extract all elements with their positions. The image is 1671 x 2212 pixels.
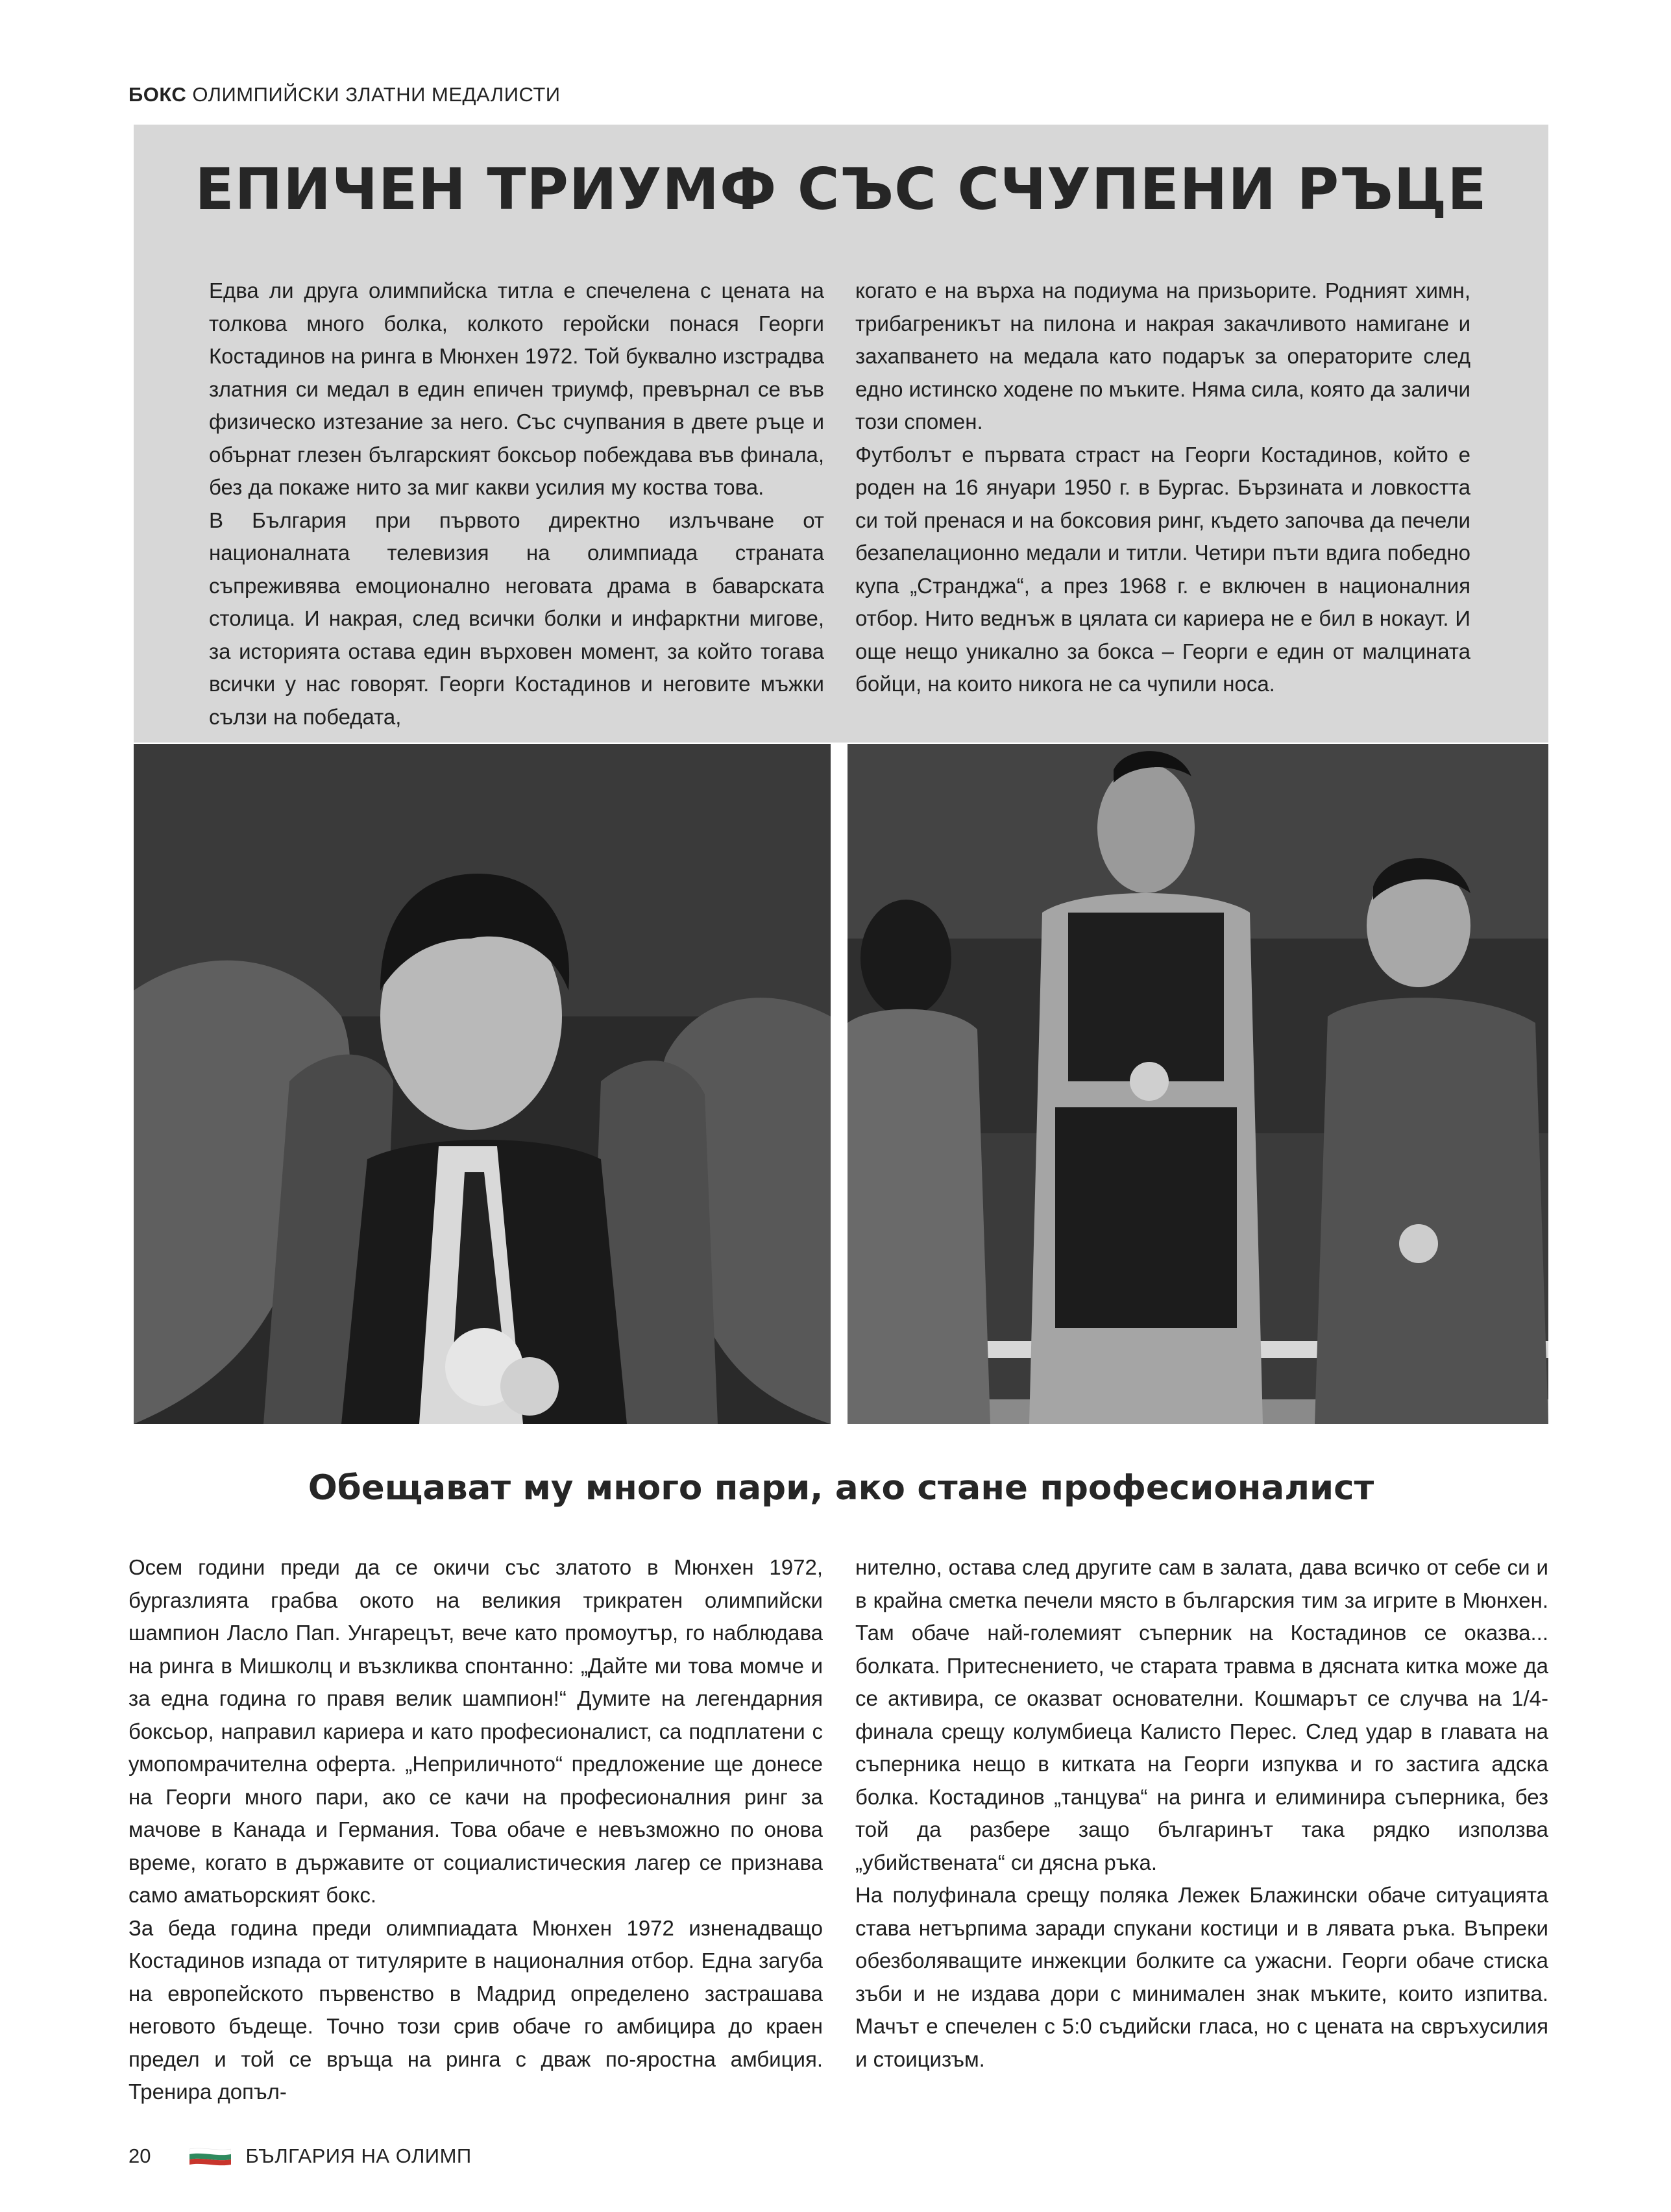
article-title: ЕПИЧЕН ТРИУМФ СЪС СЧУПЕНИ РЪЦЕ (195, 156, 1487, 223)
section-label: БОКС (128, 83, 187, 106)
intro-column-right (855, 275, 1470, 701)
photo-boxer-with-wreath (134, 744, 831, 1424)
paragraph: Осем години преди да се окичи със златото в Мюнхен 1972, бургазлията грабва окото на великия трикратен олимпийски шампион Ласло Пап. Унгарецът, вече като промоутър, го наблюдава на ринга в Мишколц и възкликва спонтанно: „Дайте ми това момче и за една година го правя велик шампион!“ Думите на легендарния боксьор, направил кариера и като професионалист, са подплатени с умопомрачителна оферта. „Неприличното“ предложение ще донесе на Георги много пари, ако се качи на професионалния ринг за мачове в Канада и Германия. Това обаче е невъзможно по онова време, когато в държавите от социалистическия лагер се признава само аматьорският бокс. (128, 1555, 823, 1907)
photo-medal-podium (848, 744, 1548, 1424)
paragraph: На полуфинала срещу поляка Лежек Блажински обаче ситуацията става нетърпима заради спукани костици и в лявата ръка. Въпреки обезболяващите инжекции болките са ужасни. Георги обаче стиска зъби и не издава дори с минимален знак мъките, които изпитва. Мачът е спечелен с 5:0 съдийски гласа, но с цената на свръхусилия и стоицизъм. (855, 1883, 1548, 2071)
paragraph: Футболът е първата страст на Георги Костадинов, който е роден на 16 януари 1950 г. в Бургас. Бързината и ловкостта си той пренася и на боксовия ринг, където започва да печели безапелационно медали и титли. Четири пъти вдига победно купа „Странджа“, а през 1968 г. е включен в националния отбор. Нито веднъж в цялата си кариера не е бил в нокаут. И още нещо уникално за бокса – Георги е един от малцината бойци, на които никога не са чупили носа. (855, 442, 1470, 696)
body-column-right (855, 1551, 1548, 2076)
paragraph: нително, остава след другите сам в залата, дава всичко от себе си и в крайна сметка печели място в българския тим за игрите в Мюнхен. Там обаче най-големият съперник на Костадинов се оказва... болката. Притеснението, че старата травма в дясната китка може да се активира, се оказват основателни. Кошмарът се случва на 1/4-финала срещу колумбиеца Калисто Перес. След удар в главата на съперника нещо в китката на Георги изпуква и го застига адска болка. Костадинов „танцува“ на ринга и елиминира съперника, без той да разбере защо българинът така рядко използва „убийствената“ си дясна ръка. (855, 1555, 1548, 1874)
subsection-label: ОЛИМПИЙСКИ ЗЛАТНИ МЕДАЛИСТИ (192, 83, 561, 106)
body-column-left (128, 1551, 823, 2109)
paragraph: За беда година преди олимпиадата Мюнхен 1972 изненадващо Костадинов изпада от титулярите в националния отбор. Една загуба на европейското първенство в Мадрид определено застрашава неговото бъдеще. Точно този срив обаче го амбицира до краен предел и той се връща на ринга с дваж по-яростна амбиция. Тренира допъл- (128, 1915, 823, 2104)
paragraph: когато е на върха на подиума на призьорите. Родният химн, трибагреникът на пилона и накрая закачливото намигане и захапването на медала като подарък за операторите след едно истинско ходене по мъките. Няма сила, която да заличи този спомен. (855, 278, 1470, 434)
paragraph: Едва ли друга олимпийска титла е спечелена с цената на толкова много болка, колкото геройски понася Георги Костадинов на ринга в Мюнхен 1972. Той буквално изстрадва златния си медал в един епичен триумф, превърнал се във физическо изтезание за него. Със счупвания в двете ръце и обърнат глезен българският боксьор побеждава във финала, без да покаже нито за миг какви усилия му коства това. (209, 278, 824, 499)
section-subtitle: Обещават му много пари, ако стане професионалист (308, 1468, 1374, 1508)
bulgarian-flag-decoration (0, 0, 136, 688)
section-header (128, 83, 561, 106)
flag-icon (189, 2146, 231, 2166)
page-footer (128, 2143, 472, 2169)
magazine-brand: БЪЛГАРИЯ НА ОЛИМП (245, 2144, 472, 2167)
intro-column-left (209, 275, 824, 733)
page-number: 20 (128, 2144, 151, 2167)
paragraph: В България при първото директно излъчване от националната телевизия на олимпиада страната съпреживява емоционално неговата драма в баварската столица. И накрая, след всички болки и инфарктни мигове, за историята остава един върховен момент, за който тогава всички у нас говорят. Георги Костадинов и неговите мъжки сълзи на победата, (209, 508, 824, 729)
